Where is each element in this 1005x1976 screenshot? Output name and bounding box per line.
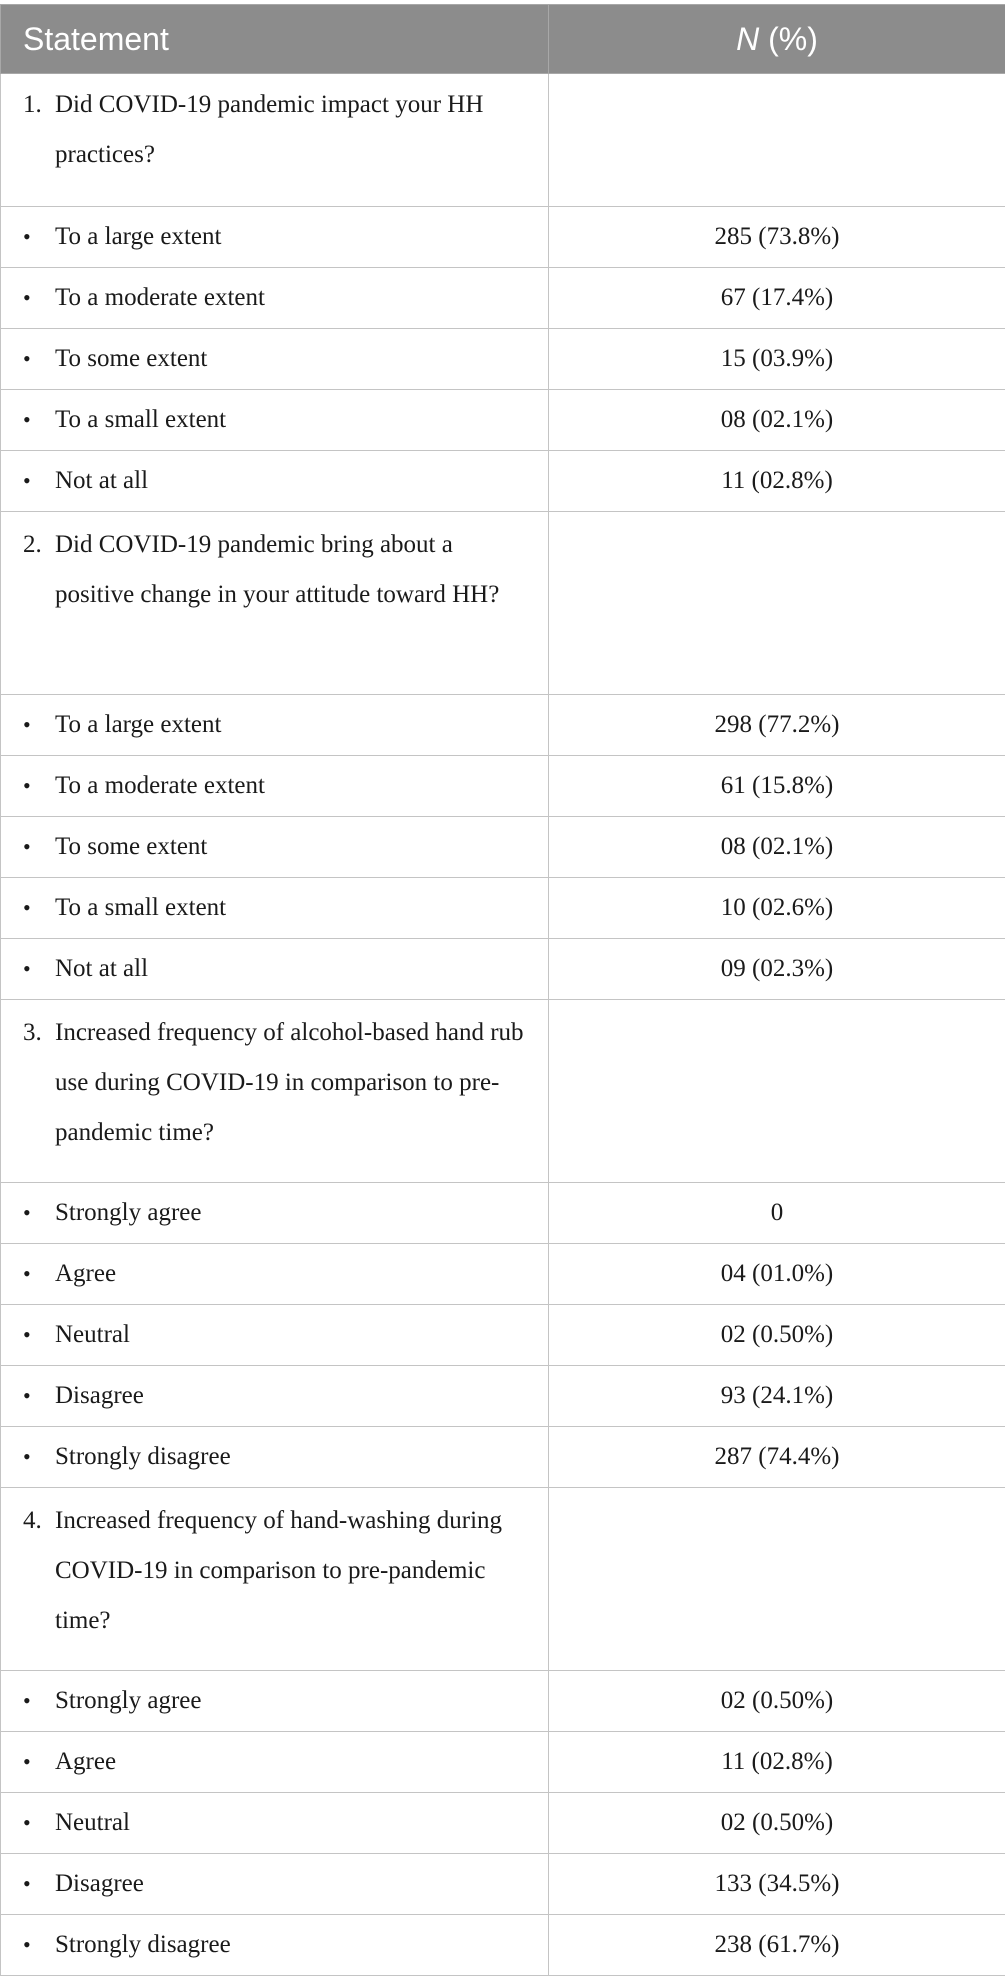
value-cell: 02 (0.50%) bbox=[549, 1671, 1005, 1732]
value-cell: 02 (0.50%) bbox=[549, 1793, 1005, 1854]
bullet-icon: • bbox=[23, 1688, 55, 1714]
value-cell: 10 (02.6%) bbox=[549, 878, 1005, 939]
survey-table bbox=[0, 4, 1005, 1976]
n-percent-header bbox=[549, 5, 1005, 74]
option-label: Agree bbox=[55, 1748, 116, 1775]
value-cell: 238 (61.7%) bbox=[549, 1915, 1005, 1976]
table-body bbox=[1, 74, 1005, 1976]
option-label: To a small extent bbox=[55, 406, 226, 433]
bullet-icon: • bbox=[23, 407, 55, 433]
option-cell bbox=[1, 1366, 549, 1427]
option-cell bbox=[1, 329, 549, 390]
option-label: To a moderate extent bbox=[55, 284, 265, 311]
question-row bbox=[1, 1000, 1005, 1183]
bullet-icon: • bbox=[23, 1200, 55, 1226]
bullet-icon: • bbox=[23, 1932, 55, 1958]
question-text: Did COVID-19 pandemic bring about a positive change in your attitude toward HH? bbox=[55, 520, 530, 620]
bullet-icon: • bbox=[23, 1261, 55, 1287]
option-cell bbox=[1, 1427, 549, 1488]
statement-header: Statement bbox=[1, 5, 549, 74]
empty-value-cell bbox=[549, 74, 1005, 207]
option-cell bbox=[1, 1732, 549, 1793]
option-cell bbox=[1, 1244, 549, 1305]
option-label: Neutral bbox=[55, 1321, 130, 1348]
empty-value-cell bbox=[549, 1000, 1005, 1183]
option-label: Agree bbox=[55, 1260, 116, 1287]
bullet-icon: • bbox=[23, 346, 55, 372]
empty-value-cell bbox=[549, 512, 1005, 695]
option-cell bbox=[1, 878, 549, 939]
option-label: Not at all bbox=[55, 955, 148, 982]
value-cell: 15 (03.9%) bbox=[549, 329, 1005, 390]
question-row bbox=[1, 1488, 1005, 1671]
option-cell bbox=[1, 939, 549, 1000]
table-row bbox=[1, 1915, 1005, 1976]
option-label: Not at all bbox=[55, 467, 148, 494]
bullet-icon: • bbox=[23, 1444, 55, 1470]
value-cell: 285 (73.8%) bbox=[549, 207, 1005, 268]
table-row bbox=[1, 390, 1005, 451]
option-cell bbox=[1, 451, 549, 512]
option-label: Neutral bbox=[55, 1809, 130, 1836]
table-row bbox=[1, 817, 1005, 878]
table-row bbox=[1, 1244, 1005, 1305]
option-label: To a small extent bbox=[55, 894, 226, 921]
table-header bbox=[1, 5, 1005, 74]
bullet-icon: • bbox=[23, 712, 55, 738]
table-row bbox=[1, 1793, 1005, 1854]
table-row bbox=[1, 207, 1005, 268]
bullet-icon: • bbox=[23, 1322, 55, 1348]
option-cell bbox=[1, 1793, 549, 1854]
question-cell bbox=[1, 512, 549, 695]
option-label: To some extent bbox=[55, 345, 207, 372]
option-cell bbox=[1, 695, 549, 756]
option-cell bbox=[1, 1305, 549, 1366]
option-cell bbox=[1, 268, 549, 329]
bullet-icon: • bbox=[23, 224, 55, 250]
bullet-icon: • bbox=[23, 1810, 55, 1836]
question-row bbox=[1, 74, 1005, 207]
option-cell bbox=[1, 1183, 549, 1244]
table-row bbox=[1, 1183, 1005, 1244]
table-row bbox=[1, 268, 1005, 329]
value-cell: 0 bbox=[549, 1183, 1005, 1244]
table-row bbox=[1, 695, 1005, 756]
table-row bbox=[1, 451, 1005, 512]
bullet-icon: • bbox=[23, 773, 55, 799]
value-cell: 08 (02.1%) bbox=[549, 817, 1005, 878]
table-row bbox=[1, 1671, 1005, 1732]
value-cell: 02 (0.50%) bbox=[549, 1305, 1005, 1366]
bullet-icon: • bbox=[23, 1383, 55, 1409]
table-row bbox=[1, 756, 1005, 817]
value-cell: 67 (17.4%) bbox=[549, 268, 1005, 329]
value-cell: 11 (02.8%) bbox=[549, 451, 1005, 512]
option-label: To a moderate extent bbox=[55, 772, 265, 799]
table-row bbox=[1, 1732, 1005, 1793]
bullet-icon: • bbox=[23, 468, 55, 494]
table-row bbox=[1, 1305, 1005, 1366]
value-cell: 08 (02.1%) bbox=[549, 390, 1005, 451]
bullet-icon: • bbox=[23, 895, 55, 921]
question-number: 2. bbox=[23, 520, 55, 620]
question-cell bbox=[1, 74, 549, 207]
option-label: To a large extent bbox=[55, 711, 221, 738]
question-cell bbox=[1, 1000, 549, 1183]
bullet-icon: • bbox=[23, 834, 55, 860]
table-row bbox=[1, 1427, 1005, 1488]
option-cell bbox=[1, 1915, 549, 1976]
question-text: Increased frequency of alcohol-based hand rub use during COVID-19 in comparison to pre-pandemic time? bbox=[55, 1008, 530, 1158]
value-cell: 09 (02.3%) bbox=[549, 939, 1005, 1000]
option-label: Strongly disagree bbox=[55, 1443, 231, 1470]
bullet-icon: • bbox=[23, 1749, 55, 1775]
value-cell: 93 (24.1%) bbox=[549, 1366, 1005, 1427]
question-number: 3. bbox=[23, 1008, 55, 1158]
option-label: Strongly agree bbox=[55, 1687, 201, 1714]
question-number: 4. bbox=[23, 1496, 55, 1646]
option-label: Strongly disagree bbox=[55, 1931, 231, 1958]
value-cell: 04 (01.0%) bbox=[549, 1244, 1005, 1305]
table-row bbox=[1, 329, 1005, 390]
option-cell bbox=[1, 756, 549, 817]
percent-header-label: (%) bbox=[768, 21, 818, 57]
option-label: To some extent bbox=[55, 833, 207, 860]
value-cell: 133 (34.5%) bbox=[549, 1854, 1005, 1915]
n-header-label: N bbox=[736, 21, 759, 57]
question-number: 1. bbox=[23, 80, 55, 180]
bullet-icon: • bbox=[23, 285, 55, 311]
option-cell bbox=[1, 817, 549, 878]
bullet-icon: • bbox=[23, 1871, 55, 1897]
table-row bbox=[1, 878, 1005, 939]
question-row bbox=[1, 512, 1005, 695]
table-row bbox=[1, 1854, 1005, 1915]
question-text: Did COVID-19 pandemic impact your HH practices? bbox=[55, 80, 530, 180]
empty-value-cell bbox=[549, 1488, 1005, 1671]
value-cell: 298 (77.2%) bbox=[549, 695, 1005, 756]
option-cell bbox=[1, 390, 549, 451]
question-cell bbox=[1, 1488, 549, 1671]
option-label: Disagree bbox=[55, 1870, 144, 1897]
value-cell: 11 (02.8%) bbox=[549, 1732, 1005, 1793]
question-text: Increased frequency of hand-washing during COVID-19 in comparison to pre-pandemic time? bbox=[55, 1496, 530, 1646]
value-cell: 287 (74.4%) bbox=[549, 1427, 1005, 1488]
option-label: To a large extent bbox=[55, 223, 221, 250]
table-row bbox=[1, 1366, 1005, 1427]
option-label: Disagree bbox=[55, 1382, 144, 1409]
bullet-icon: • bbox=[23, 956, 55, 982]
value-cell: 61 (15.8%) bbox=[549, 756, 1005, 817]
option-cell bbox=[1, 1854, 549, 1915]
option-cell bbox=[1, 207, 549, 268]
option-cell bbox=[1, 1671, 549, 1732]
table-row bbox=[1, 939, 1005, 1000]
option-label: Strongly agree bbox=[55, 1199, 201, 1226]
